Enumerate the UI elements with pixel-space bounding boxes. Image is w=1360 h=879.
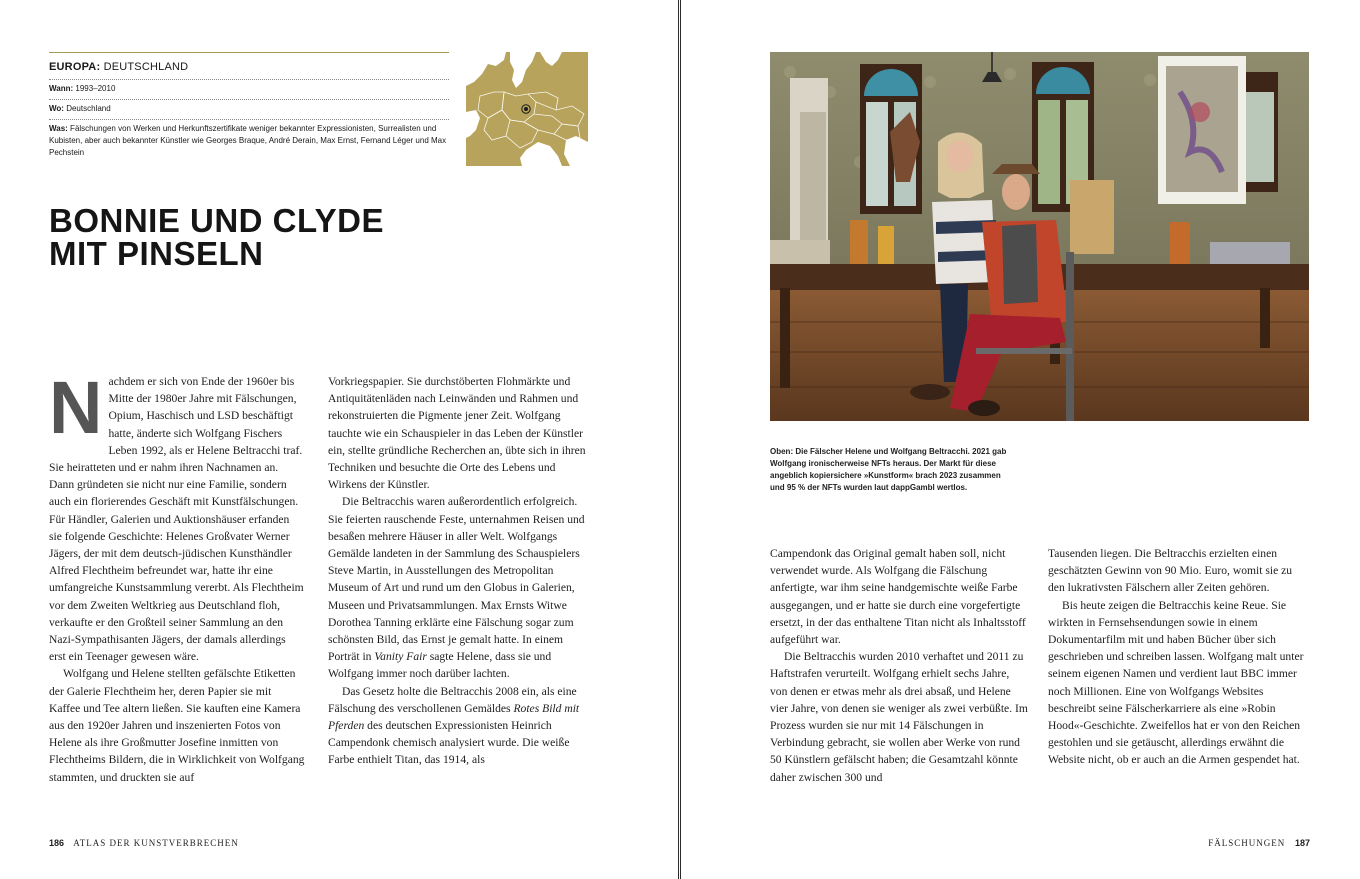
- paragraph: [328, 683, 590, 769]
- chapter-running-head: FÄLSCHUNGEN: [1208, 838, 1286, 848]
- when-label: Wann:: [49, 84, 74, 93]
- paragraph: [49, 366, 305, 665]
- paragraph: Wolfgang und Helene stellten gefälschte Etiketten der Galerie Flechtheim her, deren Papier sie mit Kaffee und Tee altern ließen. Sie kauften eine Kamera aus den 1920er Jahren und inszenierten Fotos von Helene als ihre Großmutter Josefine inmitten von Flechtheims Bildern, die in Wirklichkeit von Wolfgang stammten, und druckten sie auf: [49, 667, 305, 784]
- paragraph: Vorkriegspapier. Sie durchstöberten Flohmärkte und Antiquitätenläden nach Leinwänden und Rahmen und rekonstruierten die Pigmente jener Zeit. Wolfgang tauchte wie ein Schauspieler in das Leben der Künstler ein, stellte gründliche Recherchen an, übte sich in ihren Techniken und besuchte die Orte des Lebens und Wirkens der Künstler.: [328, 375, 586, 492]
- photo-illustration: [770, 52, 1309, 421]
- paragraph-text: Das Gesetz holte die Beltracchis 2008 ein, als eine Fälschung des verschollenen Gemäldes: [328, 684, 577, 715]
- region-value: DEUTSCHLAND: [100, 61, 189, 73]
- region-heading: [49, 53, 449, 80]
- body-column-1: [49, 366, 305, 786]
- folio-left: [49, 838, 239, 848]
- what-label: Was:: [49, 124, 68, 133]
- book-title-running-head: ATLAS DER KUNSTVERBRECHEN: [73, 838, 239, 848]
- paragraph-text: achdem er sich von Ende der 1960er bis Mitte der 1980er Jahre mit Fälschungen, Opium, Haschisch und LSD beschäftigt hatte, änderte sich Wolfgang Fischers Leben 1992, als er Helene Beltracchi traf. Sie heiratteten und er nahm ihren Nachnamen an. Dann gründeten sie nicht nur eine Familie, sondern auch ein florierendes Geschäft mit Kunstfälschungen. Für Händler, Galerien und Auktionshäuser erfanden sie folgende Geschichte: Helenes Großvater Werner Jägers, der mit dem deutsch-jüdischen Kunsthändler Alfred Flechtheim befreundet war, hatte ihr eine umfangreiche Kunstsammlung vererbt. Als Flechtheim vor dem Zweiten Weltkrieg aus Deutschland floh, verkaufte er den Großteil seiner Sammlung an den Nazi-Sympathisanten Jägers, der damals allerdings erst ein Teenager gewesen wäre.: [49, 375, 304, 664]
- italic-title: Vanity Fair: [374, 650, 427, 664]
- locator-map: [466, 52, 588, 166]
- region-label: EUROPA:: [49, 61, 101, 73]
- europe-map-svg: [466, 52, 588, 166]
- beltracchi-photo: [770, 52, 1309, 421]
- where-value: Deutschland: [63, 104, 111, 113]
- title-line-2: MIT PINSELN: [49, 235, 264, 272]
- body-column-3: [770, 545, 1028, 786]
- paragraph-text: Die Beltracchis waren außerordentlich erfolgreich. Sie feierten rauschende Feste, unternahmen Reisen und besaßen mehrere Häuser in aller Welt. Wolfgangs Gemälde landeten in der Sammlung des Schauspielers Steve Martin, in Ausstellungen des Metropolitan Museum of Art und rund um den Globus in Galerien, Museen und Privatsammlungen. Max Ernsts Witwe Dorothea Tanning erklärte eine Fälschung sogar zum schönsten Bild, das Ernst je gemalt hatte. In einem Porträt in: [328, 495, 585, 664]
- page-number-right: 187: [1294, 838, 1310, 848]
- when-value: 1993–2010: [73, 84, 116, 93]
- page-number-left: 186: [49, 838, 65, 848]
- body-column-4: [1048, 545, 1310, 769]
- photo-caption: Oben: Die Fälscher Helene und Wolfgang Beltracchi. 2021 gab Wolfgang ironischerweise NFTs heraus. Der Markt für diese angeblich kopiersichere »Kunstform« brach 2023 zusammen und 95 % der NFTs wurden laut dappGambl wertlos.: [770, 447, 1007, 492]
- drop-cap: N: [49, 366, 103, 449]
- what-row: [49, 120, 449, 163]
- paragraph-text: sagte Helene, dass sie und Wolfgang immer noch darüber lachten.: [328, 650, 552, 681]
- paragraph: Die Beltracchis wurden 2010 verhaftet und 2011 zu Haftstrafen verurteilt. Wolfgang erhielt sechs Jahre, von denen er etwas mehr als drei absaß, und Helene vier Jahre, von denen sie weniger als zwei verbüßte. Im Prozess wurden sie nur mit 14 Fälschungen in Verbindung gebracht, sie wollen aber Werke von rund 50 Künstlern gefälscht haben; die Gesamtzahl könnte daher zwischen 300 und: [770, 650, 1028, 784]
- paragraph: Campendonk das Original gemalt haben soll, nicht verwendet wurde. Als Wolfgang die Fälschung anfertigte, war ihm seine handgemischte weiße Farbe ausgegangen, und er hatte sie durch eine vorgefertigte ersetzt, in der das enthaltene Titan nicht als Inhaltsstoff aufgeführt war.: [770, 547, 1026, 647]
- paragraph: Bis heute zeigen die Beltracchis keine Reue. Sie wirkten in Fernsehsendungen sowie in einem Dokumentarfilm mit und haben Bücher über sich geschrieben und schreiben lassen. Wolfgang malt unter seinem eigenen Namen und verdient laut BBC immer noch Millionen. Eine von Wolfgangs Websites beschreibt seine Fälscherkarriere als eine »Robin Hood«-Geschichte. Zweifellos hat er von den Reichen gestohlen und sie getäuscht, allerdings erwähnt die Website nicht, ob er auch an die Armen gespendet hat.: [1048, 598, 1304, 767]
- book-gutter: [677, 0, 683, 879]
- where-row: [49, 100, 449, 120]
- italic-title: Rotes Bild mit Pferden: [328, 701, 580, 733]
- title-line-1: BONNIE UND CLYDE: [49, 202, 384, 239]
- paragraph: Tausenden liegen. Die Beltracchis erzielten einen geschätzten Gewinn von 90 Mio. Euro, womit sie zu den lukrativsten Fälschern aller Zeiten gehören.: [1048, 547, 1293, 595]
- body-column-2: [328, 373, 590, 769]
- what-value: Fälschungen von Werken und Herkunftszertifikate weniger bekannter Expressionisten, Surrealisten und Kubisten, aber auch bekannter Künstler wie Georges Braque, André Derain, Max Ernst, Fernand Léger und Max Pechstein: [49, 124, 447, 157]
- when-row: [49, 80, 449, 100]
- fact-box: [49, 52, 449, 163]
- where-label: Wo:: [49, 104, 64, 113]
- paragraph: [328, 493, 590, 682]
- folio-right: [1208, 838, 1310, 848]
- article-title: [49, 204, 499, 270]
- paragraph-text: des deutschen Expressionisten Heinrich Campendonk chemisch analysiert wurde. Die weiße Farbe enthielt Titan, das 1914, als: [328, 719, 570, 767]
